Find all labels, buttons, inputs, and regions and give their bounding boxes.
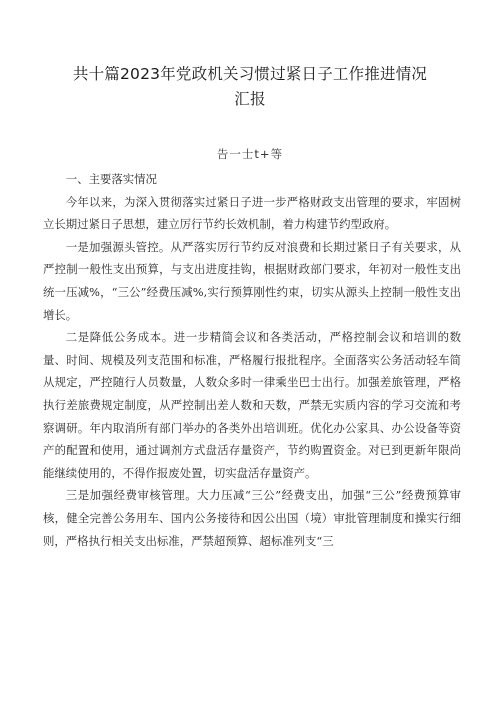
paragraph-source-control: 一是加强源头管控。从严落实厉行节约反对浪费和长期过紧日子有关要求，从严控制一般性支出预算，与支出进度挂钩，根据财政部门要求，年初对一般性支出统一压减%，“三公”经费压减%,实行预算刚性约束，切实从源头上控制一般性支出增长。 — [43, 239, 461, 322]
document-title — [40, 62, 460, 112]
document-subtitle: 告一士t+等 — [216, 147, 284, 161]
section-heading: 一、主要落实情况 — [65, 172, 157, 186]
paragraph-audit-management: 三是加强经费审核管理。大力压减“三公”经费支出，加强“三公”经费预算审核，健全完善公务用车、国内公务接待和因公出国（境）审批管理制度和操实行细则，严格执行相关支出标准，严禁超预算、超标准列支“三 — [43, 488, 461, 548]
title-line-2: 汇报 — [234, 90, 266, 108]
paragraph-intro: 今年以来，为深入贯彻落实过紧日子进一步严格财政支出管理的要求，牢固树立长期过紧日子思想，建立厉行节约长效机制，着力构建节约型政府。 — [43, 194, 461, 232]
paragraph-reduce-cost: 二是降低公务成本。进一步精简会议和各类活动，严格控制会议和培训的数量、时间、规模及列支范围和标准，严格履行报批程序。全面落实公务活动轻车简从规定，严控随行人员数量，人数众多时一律乘坐巴士出行。加强差旅管理，严格执行差旅费规定制度，从严控制出差人数和天数，严禁无实质内容的学习交流和考察调研。年内取消所有部门举办的各类外出培训班。优化办公家具、办公设备等资产的配置和使用，通过调剂方式盘活存量资产，节约购置资金。对已到更新年限尚能继续使用的，不得作报废处置，切实盘活存量资产。 — [43, 330, 461, 480]
title-line-1: 共十篇2023年党政机关习惯过紧日子工作推进情况 — [72, 65, 428, 83]
document-body — [43, 168, 461, 552]
